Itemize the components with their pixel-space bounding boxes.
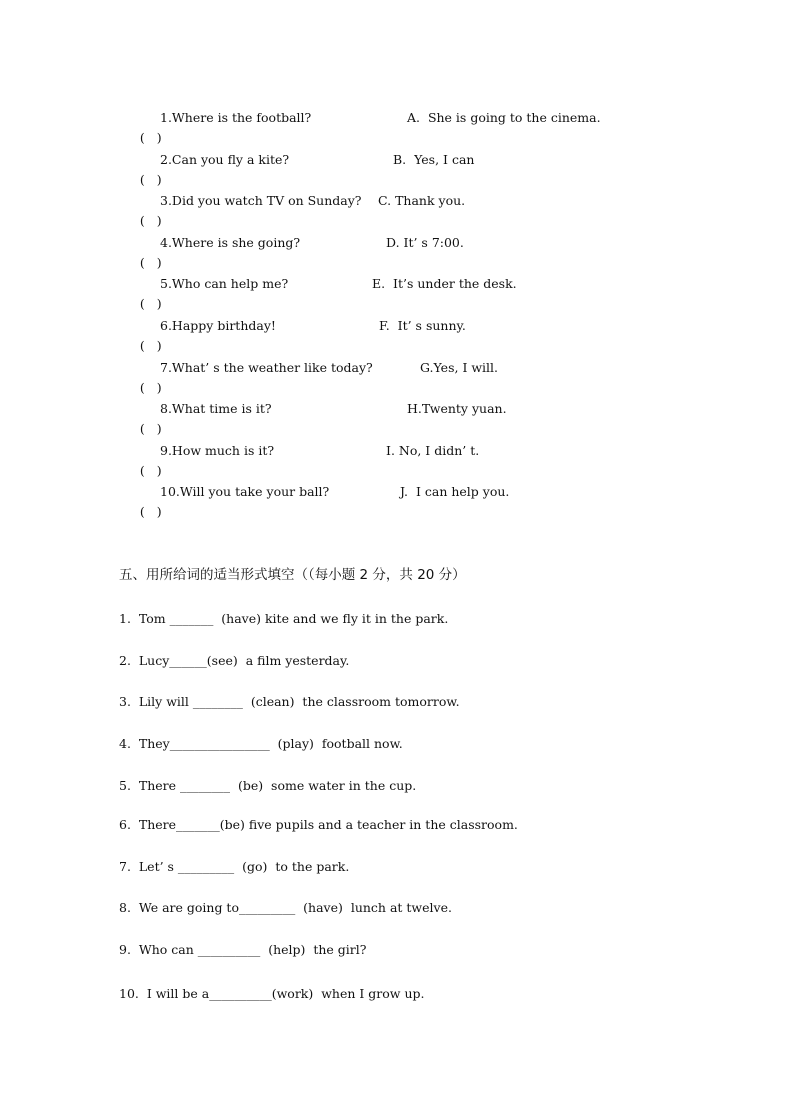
- section-title: 五、用所给词的适当形式填空（（每小题 2 分，共 20 分）: [119, 567, 466, 583]
- matching-answer: C. Thank you.: [378, 193, 466, 208]
- fill-blank-item[interactable]: 5. There ________ (be) some water in the cup.: [119, 778, 417, 793]
- fill-blank-item[interactable]: 1. Tom _______ (have) kite and we fly it in the park.: [119, 611, 449, 626]
- matching-answer: A. She is going to the cinema.: [407, 110, 601, 125]
- matching-question: 4.Where is she going?: [160, 235, 301, 250]
- fill-blank-item[interactable]: 9. Who can __________ (help) the girl?: [119, 942, 367, 957]
- answer-blank-paren[interactable]: ( ): [139, 255, 162, 270]
- answer-blank-paren[interactable]: ( ): [139, 463, 162, 478]
- matching-item: [124, 316, 644, 353]
- matching-question: 8.What time is it?: [160, 401, 272, 416]
- answer-blank-paren[interactable]: ( ): [139, 380, 162, 395]
- matching-item: [124, 482, 644, 519]
- matching-item: [124, 274, 644, 311]
- matching-item: [124, 108, 644, 145]
- fill-blank-item[interactable]: 7. Let’ s _________ (go) to the park.: [119, 859, 350, 874]
- matching-answer: F. It’ s sunny.: [379, 318, 466, 333]
- matching-question: 1.Where is the football?: [160, 110, 312, 125]
- matching-question: 6.Happy birthday!: [160, 318, 276, 333]
- matching-answer: D. It’ s 7:00.: [386, 235, 464, 250]
- answer-blank-paren[interactable]: ( ): [139, 130, 162, 145]
- matching-answer: G.Yes, I will.: [420, 360, 499, 375]
- matching-item: [124, 233, 644, 270]
- fill-blank-item[interactable]: 4. They________________ (play) football now.: [119, 736, 403, 751]
- matching-answer: H.Twenty yuan.: [407, 401, 507, 416]
- matching-question: 3.Did you watch TV on Sunday?: [160, 193, 362, 208]
- matching-answer: J. I can help you.: [400, 484, 510, 499]
- matching-item: [124, 150, 644, 187]
- answer-blank-paren[interactable]: ( ): [139, 338, 162, 353]
- matching-answer: E. It’s under the desk.: [372, 276, 517, 291]
- matching-question: 10.Will you take your ball?: [160, 484, 330, 499]
- answer-blank-paren[interactable]: ( ): [139, 172, 162, 187]
- fill-blank-item[interactable]: 2. Lucy______(see) a film yesterday.: [119, 653, 350, 668]
- matching-question: 5.Who can help me?: [160, 276, 289, 291]
- matching-answer: B. Yes, I can: [393, 152, 475, 167]
- fill-blank-item[interactable]: 8. We are going to_________ (have) lunch at twelve.: [119, 900, 452, 915]
- matching-question: 7.What’ s the weather like today?: [160, 360, 373, 375]
- fill-blank-item[interactable]: 3. Lily will ________ (clean) the classroom tomorrow.: [119, 694, 460, 709]
- answer-blank-paren[interactable]: ( ): [139, 296, 162, 311]
- matching-question: 2.Can you fly a kite?: [160, 152, 290, 167]
- matching-item: [124, 399, 644, 436]
- matching-question: 9.How much is it?: [160, 443, 275, 458]
- matching-item: [124, 191, 644, 228]
- answer-blank-paren[interactable]: ( ): [139, 421, 162, 436]
- fill-blank-item[interactable]: 10. I will be a__________(work) when I grow up.: [119, 986, 425, 1001]
- matching-item: [124, 441, 644, 478]
- answer-blank-paren[interactable]: ( ): [139, 504, 162, 519]
- fill-blank-item[interactable]: 6. There_______(be) five pupils and a teacher in the classroom.: [119, 817, 518, 832]
- matching-answer: I. No, I didn’ t.: [386, 443, 480, 458]
- matching-item: [124, 358, 644, 395]
- answer-blank-paren[interactable]: ( ): [139, 213, 162, 228]
